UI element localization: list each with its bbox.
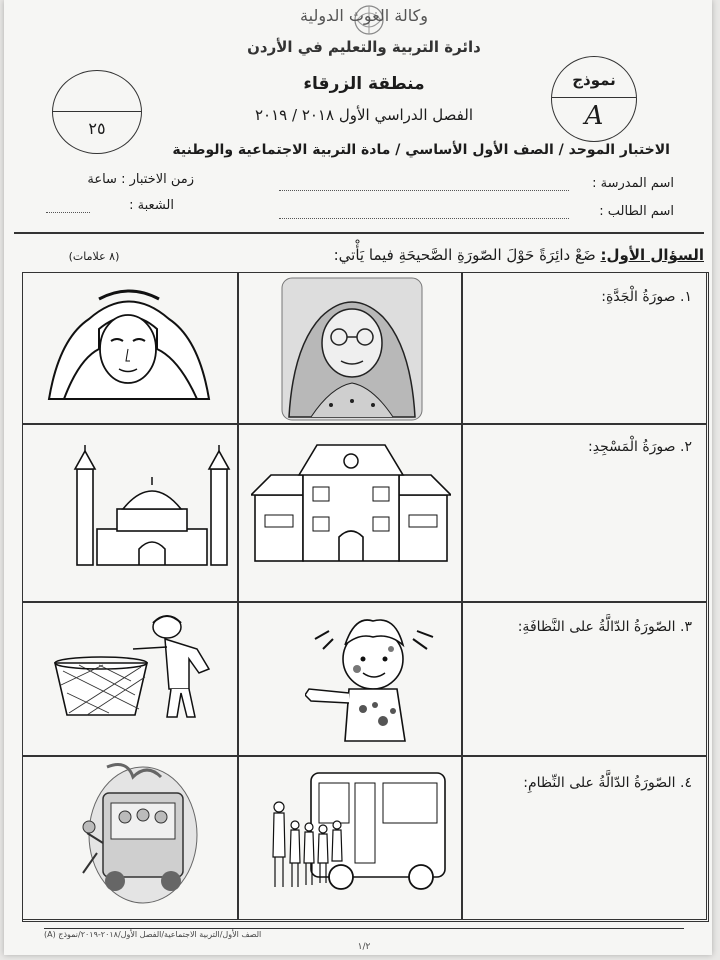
region-name: منطقة الزرقاء	[303, 74, 425, 94]
header-divider	[14, 232, 704, 234]
row1-image-left[interactable]	[22, 272, 238, 424]
score-circle	[52, 70, 142, 154]
row3-image-left[interactable]	[22, 602, 238, 756]
question-header	[274, 246, 704, 264]
row1-image-right[interactable]	[238, 272, 462, 424]
school-building-image	[251, 441, 451, 565]
model-value: A	[584, 101, 604, 131]
agency-name: وكالة الغوث الدولية	[300, 6, 428, 25]
section-field[interactable]	[46, 212, 90, 213]
row3-question-cell	[462, 602, 707, 756]
model-circle	[551, 56, 637, 142]
school-label: اسم المدرسة :	[592, 176, 674, 191]
department-name: دائرة التربية والتعليم في الأردن	[247, 38, 481, 56]
row4-image-left[interactable]	[22, 756, 238, 920]
model-label: نموذج	[572, 71, 616, 89]
mosque-image	[67, 439, 237, 569]
question-marks: (٨ علامات)	[68, 250, 120, 263]
question-item-3: ٣. الصّورَةُ الدّالَّةُ على النَّظافَةِ:	[517, 619, 692, 635]
question-instruction: ضَعْ دائِرَةً حَوْلَ الصّورَةِ الصَّحيحَةِ فيما يَأْتي:	[333, 246, 596, 264]
question-item-1: ١. صورَةُ الْجَدَّةِ:	[601, 289, 692, 305]
footer-text: الصف الأول/التربية الاجتماعية/الفصل الأول/٢٠١٨-٢٠١٩/نموذج (A)	[44, 930, 262, 939]
row2-image-left[interactable]	[22, 424, 238, 602]
school-field[interactable]	[279, 190, 569, 191]
question-title: السؤال الأول:	[600, 246, 704, 264]
semester-line: الفصل الدراسي الأول ٢٠١٨ / ٢٠١٩	[254, 106, 474, 124]
row2-image-right[interactable]	[238, 424, 462, 602]
grandmother-image	[281, 277, 423, 421]
student-field[interactable]	[279, 218, 569, 219]
question-item-2: ٢. صورَةُ الْمَسْجِدِ:	[588, 439, 692, 455]
row4-image-right[interactable]	[238, 756, 462, 920]
crowded-bus-chaos-image	[77, 763, 207, 913]
messy-girl-image	[305, 609, 445, 747]
orderly-queue-bus-image	[271, 767, 451, 901]
row1-question-cell	[462, 272, 707, 424]
footer-divider	[44, 928, 684, 929]
row2-question-cell	[462, 424, 707, 602]
exam-title: الاختبار الموحد / الصف الأول الأساسي / مادة التربية الاجتماعية والوطنية	[172, 142, 670, 158]
time-label: زمن الاختبار : ساعة	[87, 172, 194, 187]
exam-page	[4, 0, 712, 955]
young-woman-hijab-image	[39, 279, 219, 413]
boy-using-trash-bin-image	[49, 613, 229, 725]
page-number: ١/٢	[357, 942, 371, 952]
row4-question-cell	[462, 756, 707, 920]
score-total: ٢٥	[88, 119, 106, 138]
row3-image-right[interactable]	[238, 602, 462, 756]
section-label: الشعبة :	[129, 198, 174, 213]
question-item-4: ٤. الصّورَةُ الدّالَّةُ على النِّظامِ:	[523, 775, 692, 791]
student-label: اسم الطالب :	[599, 204, 674, 219]
